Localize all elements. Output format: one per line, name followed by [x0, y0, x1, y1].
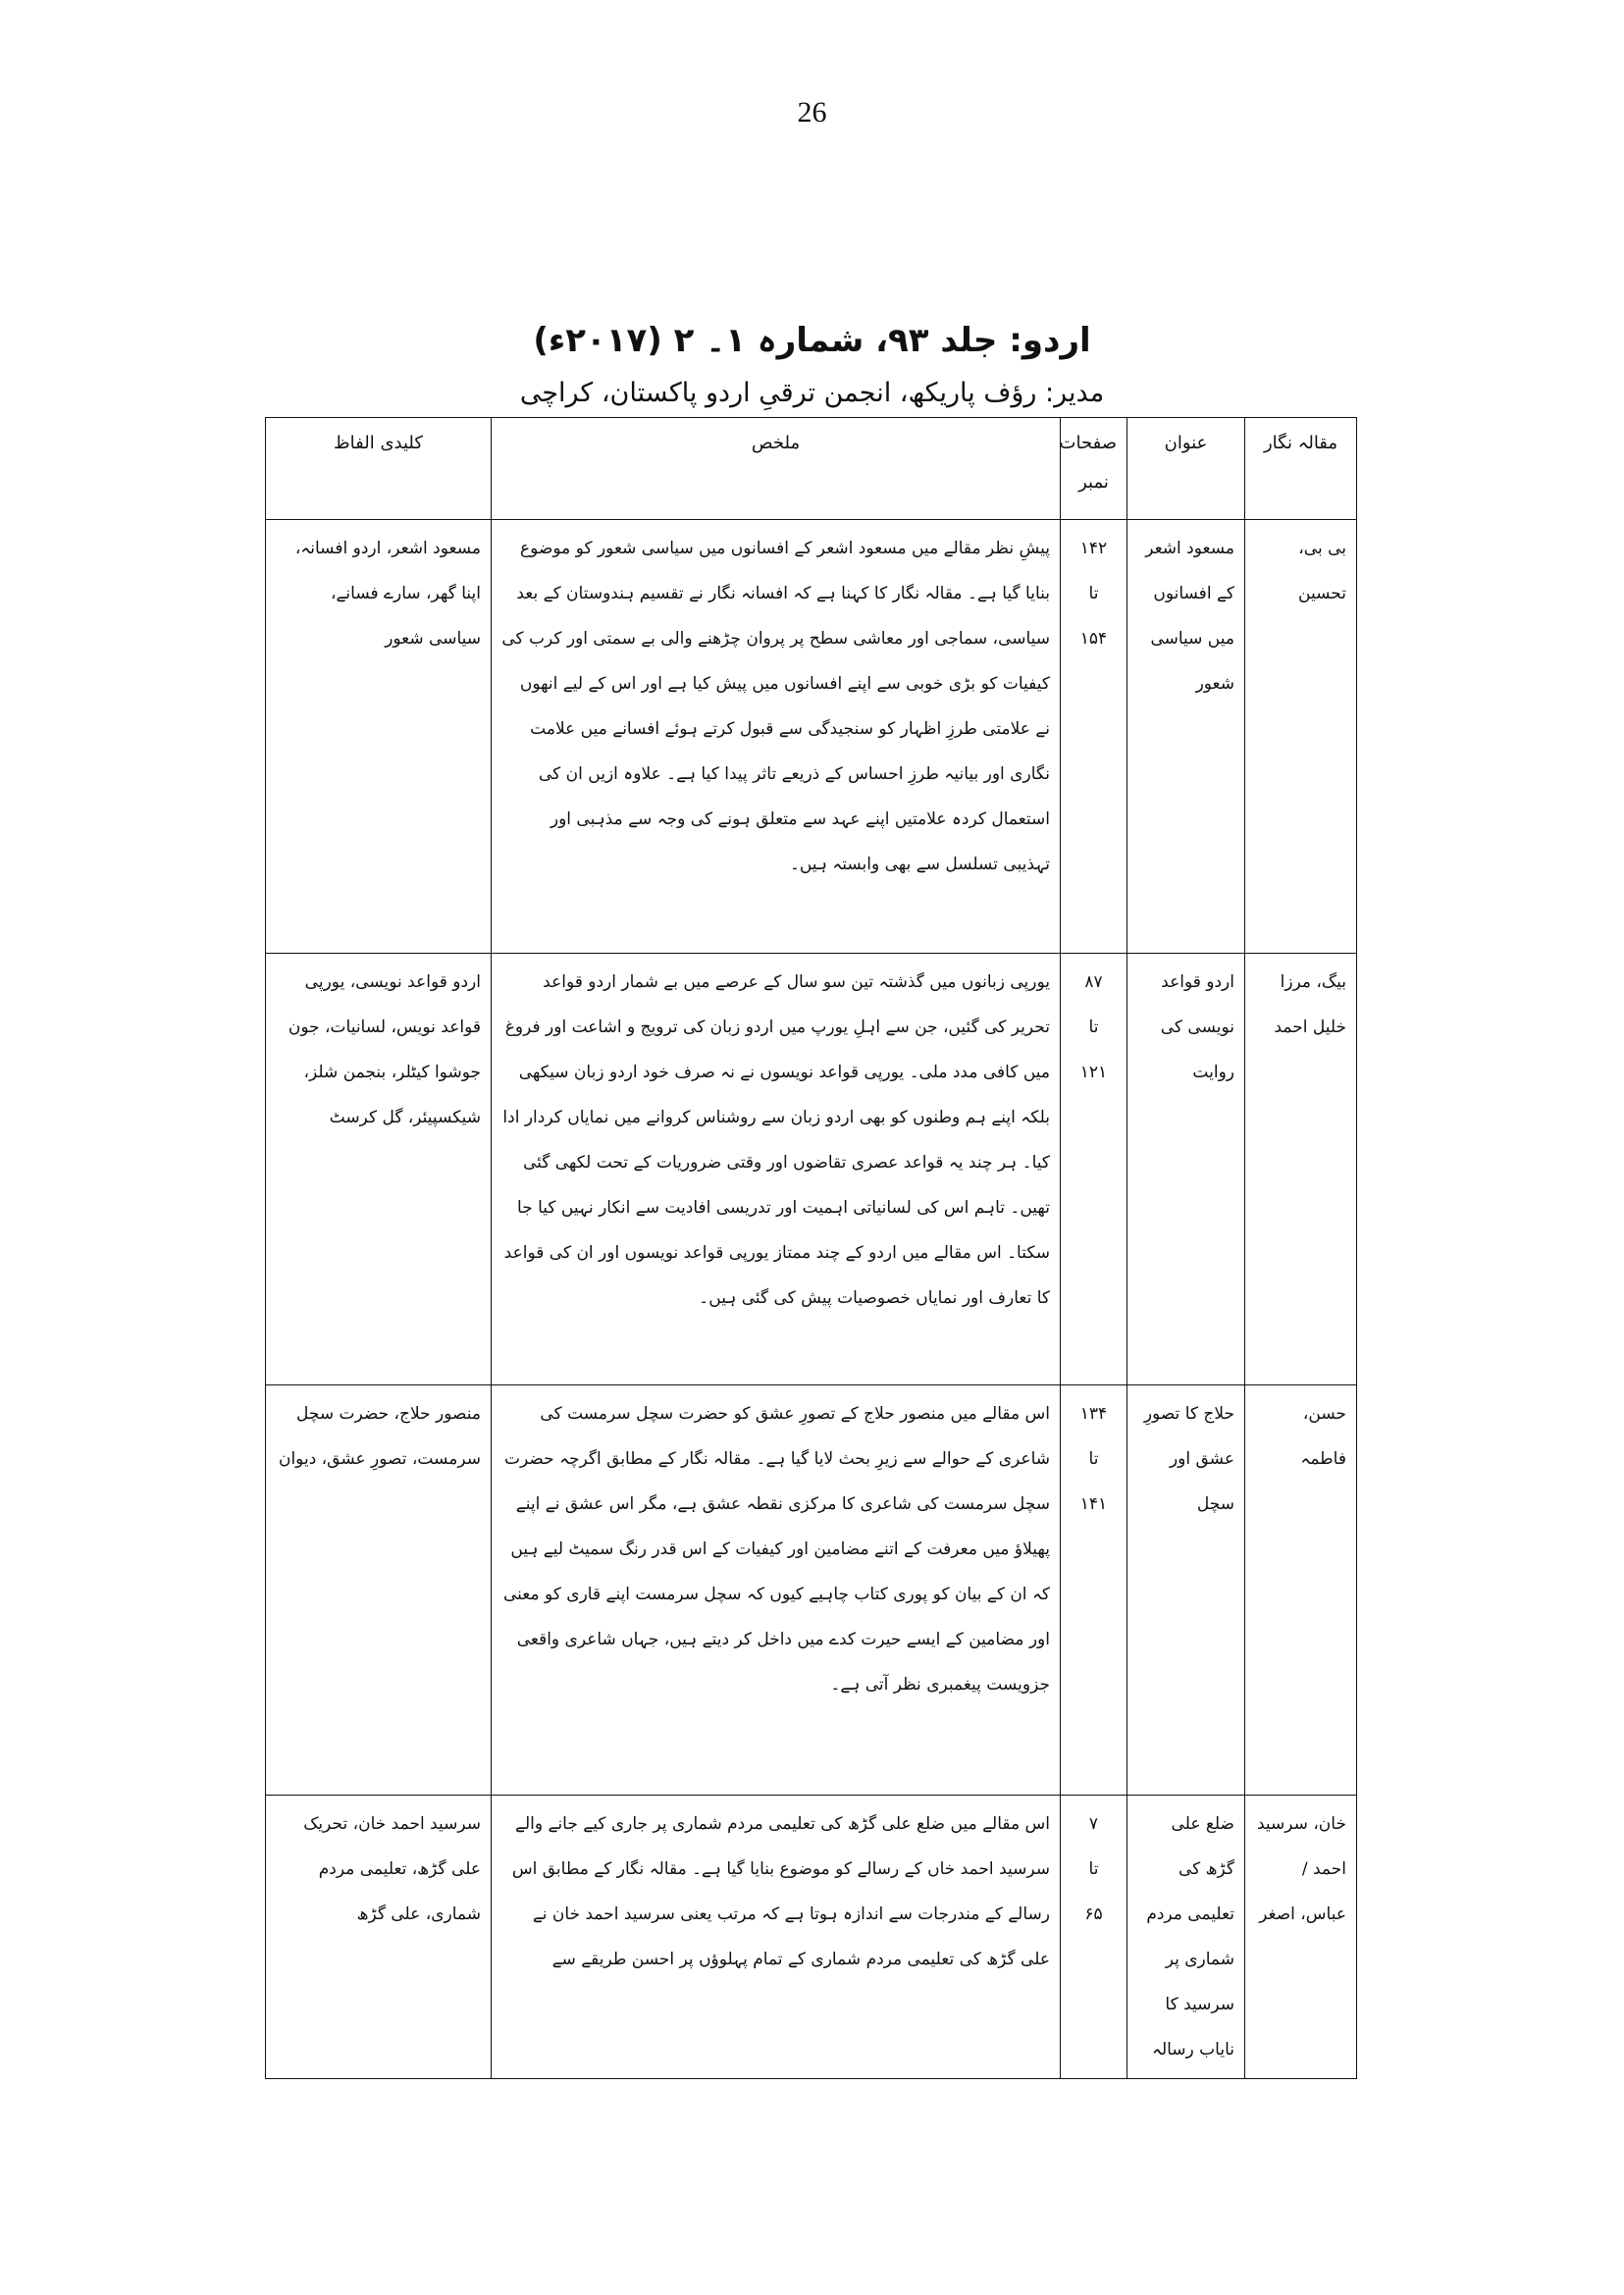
- abstract-cell: پیشِ نظر مقالے میں مسعود اشعر کے افسانوں میں سیاسی شعور کو موضوع بنایا گیا ہے۔ مقالہ نگار کا کہنا ہے کہ افسانہ نگار نے تقسیم ہندوستان کے بعد سیاسی، سماجی اور معاشی سطح پر پروان چڑھنے والی بے سمتی اور کرب کی کیفیات کو بڑی خوبی سے اپنے افسانوں میں پیش کیا ہے اور اس کے لیے انھوں نے علامتی طرزِ اظہار کو سنجیدگی سے قبول کرتے ہوئے افسانے میں علامت نگاری اور بیانیہ طرزِ احساس کے ذریعے تاثر پیدا کیا ہے۔ علاوہ ازیں ان کی استعمال کردہ علامتیں اپنے عہد سے متعلق ہونے کی وجہ سے مذہبی اور تہذیبی تسلسل سے بھی وابستہ ہیں۔: [492, 520, 1061, 954]
- table-header-row: [266, 418, 1357, 520]
- journal-title: اردو: جلد ۹۳، شمارہ ۱۔ ۲ (۲۰۱۷ء): [533, 321, 1091, 360]
- pages-cell: [1061, 520, 1127, 954]
- page-start: ۸۷: [1084, 972, 1103, 992]
- abstract-cell: یورپی زبانوں میں گذشتہ تین سو سال کے عرصے میں بے شمار اردو قواعد تحریر کی گئیں، جن سے اہلِ یورپ میں اردو زبان کی ترویج و اشاعت اور فروغ میں کافی مدد ملی۔ یورپی قواعد نویسوں نے نہ صرف خود اردو زبان سیکھی بلکہ اپنے ہم وطنوں کو بھی اردو زبان سے روشناس کروانے میں نمایاں کردار ادا کیا۔ ہر چند یہ قواعد عصری تقاضوں اور وقتی ضروریات کے تحت لکھی گئی تھیں۔ تاہم اس کی لسانیاتی اہمیت اور تدریسی افادیت سے انکار نہیں کیا جا سکتا۔ اس مقالے میں اردو کے چند ممتاز یورپی قواعد نویسوں اور ان کی قواعد کا تعارف اور نمایاں خصوصیات پیش کی گئی ہیں۔: [492, 954, 1061, 1385]
- table-row: [266, 1796, 1357, 2079]
- title-cell: ضلع علی گڑھ کی تعلیمی مردم شماری پر سرسید کا نایاب رسالہ: [1127, 1796, 1245, 2079]
- title-cell: مسعود اشعر کے افسانوں میں سیاسی شعور: [1127, 520, 1245, 954]
- header-title: عنوان: [1127, 418, 1245, 520]
- keywords-cell: مسعود اشعر، اردو افسانہ، اپنا گھر، سارے فسانے، سیاسی شعور: [266, 520, 492, 954]
- article-index-table: [265, 417, 1357, 2079]
- page-end: ۱۵۴: [1079, 629, 1108, 649]
- header-keywords: کلیدی الفاظ: [266, 418, 492, 520]
- editor-line: مدیر: رؤف پاریکھ، انجمن ترقیِ اردو پاکستان، کراچی: [519, 378, 1105, 408]
- pages-cell: [1061, 954, 1127, 1385]
- page-start: ۷: [1088, 1814, 1099, 1834]
- author-cell: خان، سرسید احمد / عباس، اصغر: [1245, 1796, 1357, 2079]
- header-pages: صفحات نمبر: [1061, 418, 1127, 520]
- header-author: مقالہ نگار: [1245, 418, 1357, 520]
- header-abstract: ملخص: [492, 418, 1061, 520]
- page-to: تا: [1088, 584, 1099, 603]
- page-number: 26: [797, 96, 827, 129]
- page-start: ۱۴۲: [1079, 539, 1108, 558]
- page-end: ۱۴۱: [1079, 1494, 1108, 1514]
- page-to: تا: [1088, 1859, 1099, 1879]
- title-cell: حلاج کا تصورِ عشق اور سچل: [1127, 1385, 1245, 1796]
- page-start: ۱۳۴: [1079, 1404, 1108, 1424]
- keywords-cell: منصور حلاج، حضرت سچل سرمست، تصورِ عشق، دیوان: [266, 1385, 492, 1796]
- table-row: [266, 1385, 1357, 1796]
- table-row: [266, 520, 1357, 954]
- author-cell: حسن، فاطمہ: [1245, 1385, 1357, 1796]
- pages-cell: [1061, 1796, 1127, 2079]
- author-cell: بی بی، تحسین: [1245, 520, 1357, 954]
- abstract-cell: اس مقالے میں ضلع علی گڑھ کی تعلیمی مردم شماری پر جاری کیے جانے والے سرسید احمد خاں کے رسالے کو موضوع بنایا گیا ہے۔ مقالہ نگار کے مطابق اس رسالے کے مندرجات سے اندازہ ہوتا ہے کہ مرتب یعنی سرسید احمد خان نے علی گڑھ کی تعلیمی مردم شماری کے تمام پہلوؤں پر احسن طریقے سے: [492, 1796, 1061, 2079]
- page-to: تا: [1088, 1017, 1099, 1037]
- pages-cell: [1061, 1385, 1127, 1796]
- author-cell: بیگ، مرزا خلیل احمد: [1245, 954, 1357, 1385]
- page-end: ۶۵: [1084, 1904, 1103, 1924]
- page-end: ۱۲۱: [1079, 1063, 1108, 1082]
- keywords-cell: اردو قواعد نویسی، یورپی قواعد نویس، لسانیات، جون جوشوا کیٹلر، بنجمن شلز، شیکسپیئر، گل کرسٹ: [266, 954, 492, 1385]
- table-row: [266, 954, 1357, 1385]
- title-cell: اردو قواعد نویسی کی روایت: [1127, 954, 1245, 1385]
- page-to: تا: [1088, 1449, 1099, 1469]
- abstract-cell: اس مقالے میں منصور حلاج کے تصورِ عشق کو حضرت سچل سرمست کی شاعری کے حوالے سے زیرِ بحث لایا گیا ہے۔ مقالہ نگار کے مطابق اگرچہ حضرت سچل سرمست کی شاعری کا مرکزی نقطہ عشق ہے، مگر اس عشق نے اپنے پھیلاؤ میں معرفت کے اتنے مضامین اور کیفیات کے اس قدر رنگ سمیٹ لیے ہیں کہ ان کے بیان کو پوری کتاب چاہیے کیوں کہ سچل سرمست اپنے قاری کو معنی اور مضامین کے ایسے حیرت کدے میں داخل کر دیتے ہیں، جہاں شاعری واقعی جزویست پیغمبری نظر آتی ہے۔: [492, 1385, 1061, 1796]
- keywords-cell: سرسید احمد خان، تحریک علی گڑھ، تعلیمی مردم شماری، علی گڑھ: [266, 1796, 492, 2079]
